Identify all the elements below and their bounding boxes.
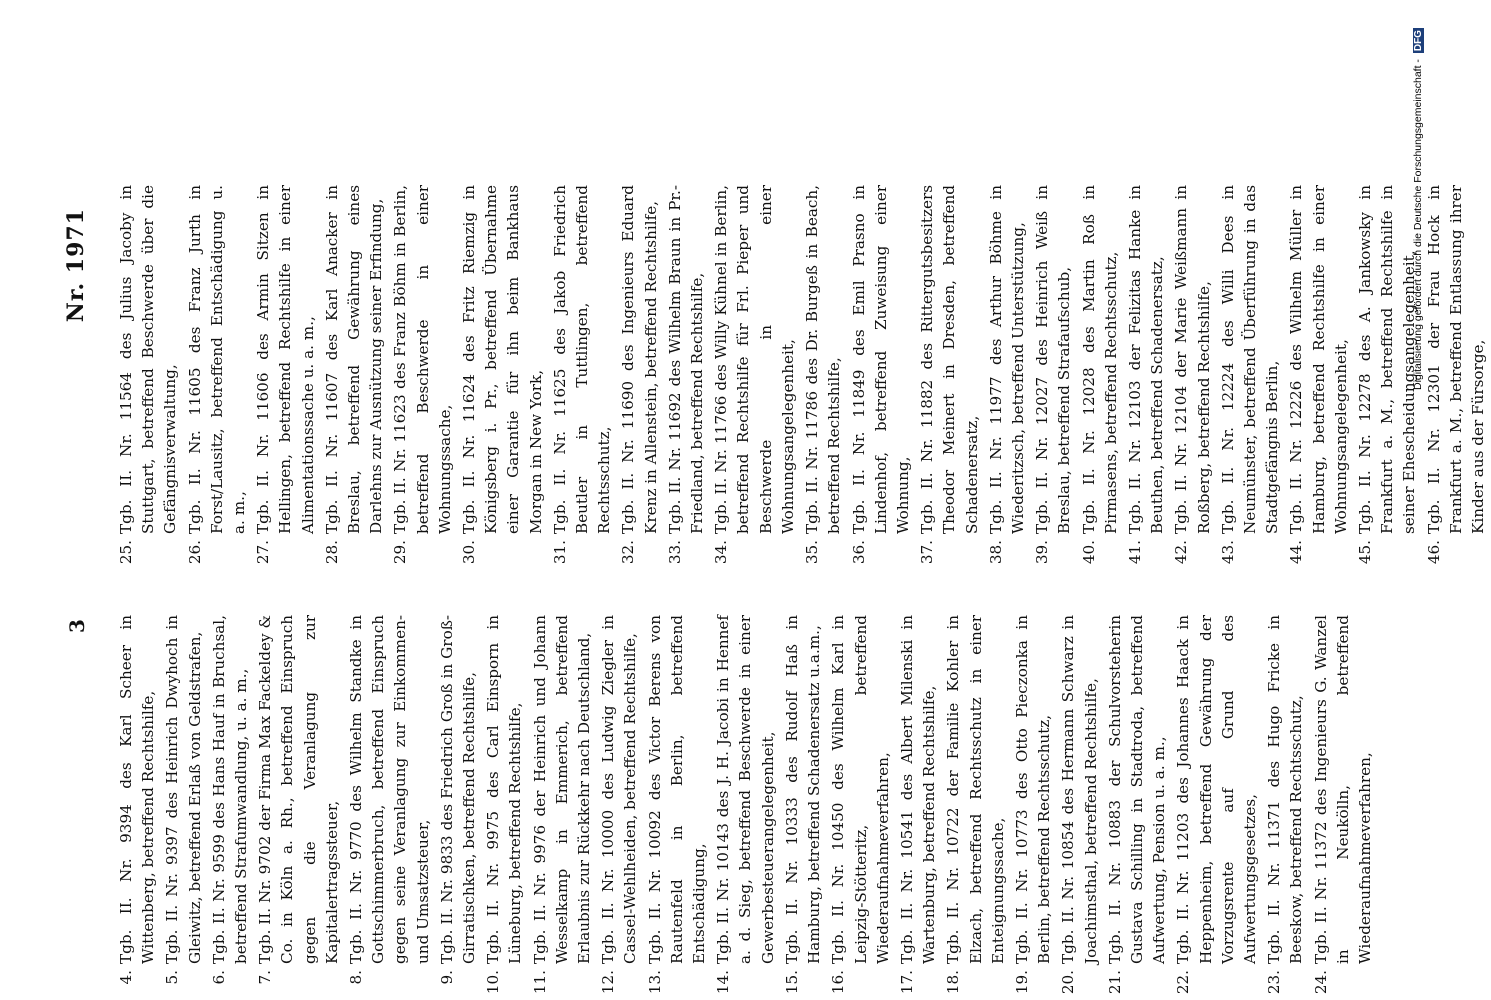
item-number: 9. [437, 970, 456, 985]
item-number: 26. [185, 540, 204, 565]
item-text: Tgb. II. Nr. 12103 der Felizitas Hanke in Beuthen, betreffend Schadenersatz, [1125, 185, 1167, 534]
list-item [827, 615, 894, 1000]
item-number: 33. [665, 540, 684, 565]
item-number: 8. [347, 970, 366, 985]
item-text: Tgb. II. Nr. 11625 des Jakob Friedrich Beutler in Tuttlingen, betreffend Rechtsschutz, [550, 185, 614, 534]
item-text: Tgb. II. Nr. 12226 des Wilhelm Müller in Hamburg, betreffend Rechtshilfe in einer Wohnungsangelegenheit, [1287, 185, 1350, 534]
list-item [985, 185, 1029, 570]
item-text: Tgb. II. Nr. 10883 der Schulvorsteherin Gustava Schilling in Stadtroda, betreffend Aufwertung, Pension u. a. m., [1105, 615, 1169, 964]
item-number: 23. [1265, 970, 1284, 995]
item-text: Tgb. II. Nr. 11882 des Rittergutsbesitzers Theodor Meinert in Dresden, betreffend Schadenersatz, [918, 185, 981, 534]
list-item [389, 185, 456, 570]
list-item [115, 185, 182, 570]
list-item [184, 185, 251, 570]
list-item [208, 615, 252, 1000]
item-text: Tgb. II. Nr. 9770 des Wilhelm Standke in Gottschimmerbruch, betreffend Einspruch gegen seine Veranlagung zur Einkommen- und Umsatzsteuer, [347, 615, 432, 964]
item-text: Tgb. II. Nr. 12027 des Heinrich Weiß in Breslau, betreffend Strafaufschub, [1033, 185, 1074, 534]
list-item [254, 615, 343, 1000]
item-text: Tgb. II. Nr. 12224 des Willi Dees in Neumünster, betreffend Überführung in das Stadtgefängnis Berlin, [1218, 185, 1282, 534]
item-number: 36. [849, 540, 868, 565]
item-text: Tgb. II. Nr. 9394 des Karl Scheer in Wittenberg, betreffend Rechtshilfe, [117, 615, 158, 964]
item-text: Tgb. II. Nr. 12301 der Frau Hock in Frankfurt a. M., betreffend Entlassung ihrer Kinder aus der Fürsorge, [1424, 185, 1487, 534]
item-number: 44. [1287, 540, 1306, 565]
item-number: 7. [256, 970, 275, 985]
item-text: Tgb. II. Nr. 9833 des Friedrich Groß in Groß-Girratischken, betreffend Rechtshilfe, [437, 615, 479, 964]
item-text: Tgb. II. Nr. 11606 des Armin Sitzen in Hellingen, betreffend Rechtshilfe in einer Alimentationssache u. a. m., [254, 185, 317, 534]
item-text: Tgb. II. Nr. 11623 des Franz Böhm in Berlin, betreffend Beschwerde in einer Wohnungssache, [391, 185, 454, 534]
list-item [617, 185, 661, 570]
item-text: Tgb. II. Nr. 10854 des Hermann Schwarz in Joachimsthal, betreffend Rechtshilfe, [1059, 615, 1100, 964]
list-item [1104, 615, 1171, 1000]
item-text: Tgb. II. Nr. 9397 des Heinrich Dwyhoch in Gleiwitz, betreffend Erlaß von Geldstrafen, [163, 615, 204, 964]
item-number: 22. [1174, 970, 1193, 995]
item-number: 6. [209, 970, 228, 985]
item-number: 34. [712, 540, 731, 565]
item-number: 5. [163, 970, 182, 985]
item-number: 42. [1172, 540, 1191, 565]
page-number: 3 [65, 619, 89, 633]
item-number: 30. [460, 540, 479, 565]
item-number: 40. [1079, 540, 1098, 565]
list-item [321, 185, 388, 570]
list-item [529, 615, 596, 1000]
item-number: 16. [829, 970, 848, 995]
list-item [1263, 615, 1307, 1000]
item-number: 24. [1311, 970, 1330, 995]
item-text: Tgb. II. Nr. 9976 der Heinrich und Johann Wesselkamp in Emmerich, betreffend Erlaubnis zur Rückkehr nach Deutschland, [530, 615, 594, 964]
item-text: Tgb. II. Nr. 10450 des Wilhelm Karl in Leipzig-Stötteritz, betreffend Wiederaufnahmeverfahren, [829, 615, 892, 964]
list-item [781, 615, 825, 1000]
dfg-logo: DFG [1413, 30, 1424, 52]
credit-text: Digitalisierung gefördert durch die Deutsche Forschungsgemeinschaft - [1412, 59, 1424, 390]
item-number: 21. [1105, 970, 1124, 995]
list-item [1310, 615, 1377, 1000]
list-item [710, 185, 799, 570]
item-text: Tgb. II. Nr. 10722 der Familie Kohler in Elzach, betreffend Rechtsschutz in einer Enteignungssache, [944, 615, 1007, 964]
item-number: 17. [897, 970, 916, 995]
item-text: Tgb. II. Nr. 11690 des Ingenieurs Eduard Krenz in Allenstein, betreffend Rechtshilfe, [619, 185, 660, 534]
list-item [1057, 615, 1101, 1000]
item-text: Tgb. II. Nr. 10541 des Albert Milenski in Wartenburg, betreffend Rechtshilfe, [897, 615, 939, 964]
list-item [664, 185, 708, 570]
list-item [848, 185, 915, 570]
item-text: Tgb. II. Nr. 10143 des J. H. Jacobi in Hennef a. d. Sieg, betreffend Beschwerde in einer Gewerbesteuerangelegenheit, [714, 615, 777, 964]
item-text: Tgb. II. Nr. 10000 des Ludwig Ziegler in Cassel-Wehlheiden, betreffend Rechtshilfe, [599, 615, 640, 964]
item-number: 19. [1012, 970, 1031, 995]
item-number: 32. [619, 540, 638, 565]
list-item [161, 615, 205, 1000]
item-text: Tgb. II. Nr. 12028 des Martin Roß in Pirmasens, betreffend Rechtsschutz, [1079, 185, 1120, 534]
item-number: 11. [530, 970, 549, 995]
item-number: 41. [1125, 540, 1144, 565]
item-text: Tgb. II. Nr. 9599 des Hans Hauf in Bruchsal, betreffend Strafumwandlung, u. a. m., [209, 615, 251, 964]
item-text: Tgb. II. Nr. 11371 des Hugo Fricke in Beeskow, betreffend Rechtsschutz, [1265, 615, 1306, 964]
item-number: 39. [1033, 540, 1052, 565]
item-number: 18. [944, 970, 963, 995]
digitization-credit [1412, 30, 1432, 390]
right-column [115, 185, 1491, 570]
item-text: Tgb. II. Nr. 11564 des Julius Jacoby in Stuttgart, betreffend Beschwerde über die Gefängnisverwaltung, [117, 185, 180, 534]
item-number: 38. [986, 540, 1005, 565]
list-item [644, 615, 711, 1000]
item-text: Tgb. II. Nr. 11372 des Ingenieurs G. Wanzel in Neukölln, betreffend Wiederaufnahmeverfahren, [1311, 615, 1374, 964]
item-number: 10. [484, 970, 503, 995]
list-item [1078, 185, 1122, 570]
list-item [252, 185, 319, 570]
list-item [801, 185, 845, 570]
list-item [1423, 185, 1490, 570]
item-text: Tgb. II. Nr. 12104 der Marie Weißmann in Roßberg, betreffend Rechtshilfe, [1172, 185, 1213, 534]
list-item [458, 185, 547, 570]
list-item [549, 185, 616, 570]
item-number: 20. [1059, 970, 1078, 995]
list-item [436, 615, 480, 1000]
item-text: Tgb. II. Nr. 10333 des Rudolf Haß in Hamburg, betreffend Schadenersatz u.a.m., [782, 615, 824, 964]
item-number: 25. [117, 540, 135, 565]
item-text: Tgb. II. Nr. 11607 des Karl Anacker in Breslau, betreffend Gewährung eines Darlehns zur Ausnützung seiner Erfindung, [322, 185, 386, 534]
item-number: 14. [714, 970, 733, 995]
item-number: 43. [1218, 540, 1237, 565]
item-text: Tgb. II. Nr. 9702 der Firma Max Fackeldey & Co. in Köln a. Rh., betreffend Einspruch gegen die Veranlagung zur Kapitalertragssteuer, [256, 615, 341, 964]
item-number: 37. [918, 540, 937, 565]
list-item [896, 615, 940, 1000]
list-item [345, 615, 434, 1000]
list-item [1354, 185, 1421, 570]
list-item [1172, 615, 1261, 1000]
item-number: 35. [803, 540, 822, 565]
item-text: Tgb. II. Nr. 11766 des Willy Kühnel in Berlin, betreffend Rechtshilfe für Frl. Pieper und Beschwerde in einer Wohnungsangelegenheit, [712, 185, 797, 534]
item-number: 29. [391, 540, 410, 565]
item-text: Tgb. II. Nr. 10092 des Victor Berens von Rautenfeld in Berlin, betreffend Entschädigung, [645, 615, 709, 964]
item-text: Tgb. II. Nr. 11692 des Wilhelm Braun in Pr.-Friedland, betreffend Rechtshilfe, [665, 185, 707, 534]
item-number: 31. [550, 540, 569, 565]
item-number: 15. [782, 970, 801, 995]
item-number: 46. [1424, 540, 1443, 565]
list-item [1170, 185, 1214, 570]
item-number: 12. [599, 970, 618, 995]
list-item [1124, 185, 1168, 570]
item-number: 45. [1355, 540, 1374, 565]
list-item [1011, 615, 1055, 1000]
item-number: 27. [254, 540, 273, 565]
list-item [916, 185, 983, 570]
list-item [712, 615, 779, 1000]
list-item [115, 615, 159, 1000]
item-text: Tgb. II. Nr. 12278 des A. Jankowsky in Frankfurt a. M., betreffend Rechtshilfe in seiner Ehescheidungsangelegenheit, [1355, 185, 1419, 534]
item-text: Tgb. II. Nr. 11605 des Franz Jurth in Forst/Lausitz, betreffend Entschädigung u. a. m., [185, 185, 249, 534]
item-number: 28. [322, 540, 341, 565]
item-text: Tgb. II. Nr. 11203 des Johannes Haack in Heppenheim, betreffend Gewährung der Vorzugsrente auf Grund des Aufwertungsgesetzes, [1174, 615, 1259, 964]
item-text: Tgb. II. Nr. 9975 des Carl Einsporn in Lüneburg, betreffend Rechtshilfe, [484, 615, 525, 964]
left-column [115, 615, 1378, 1000]
list-item [1031, 185, 1075, 570]
document-year: Nr. 1971 [63, 208, 89, 323]
list-item [597, 615, 641, 1000]
item-text: Tgb. II. Nr. 11849 des Emil Prasno in Lindenhof, betreffend Zuweisung einer Wohnung, [849, 185, 912, 534]
item-text: Tgb. II. Nr. 11977 des Arthur Böhme in Wiederitzsch, betreffend Unterstützung, [986, 185, 1027, 534]
list-item [1285, 185, 1352, 570]
list-item [1217, 185, 1284, 570]
list-item [482, 615, 526, 1000]
item-number: 4. [117, 970, 135, 985]
item-text: Tgb. II. Nr. 11624 des Fritz Riemzig in Königsberg i. Pr., betreffend Übernahme einer Garantie für ihn beim Bankhaus Morgan in New York, [460, 185, 545, 534]
item-text: Tgb. II. Nr. 11786 des Dr. Burgeß in Beach, betreffend Rechtshilfe, [803, 185, 844, 534]
item-text: Tgb. II. Nr. 10773 des Otto Pieczonka in Berlin, betreffend Rechtsschutz, [1012, 615, 1054, 964]
item-number: 13. [645, 970, 664, 995]
list-item [942, 615, 1009, 1000]
